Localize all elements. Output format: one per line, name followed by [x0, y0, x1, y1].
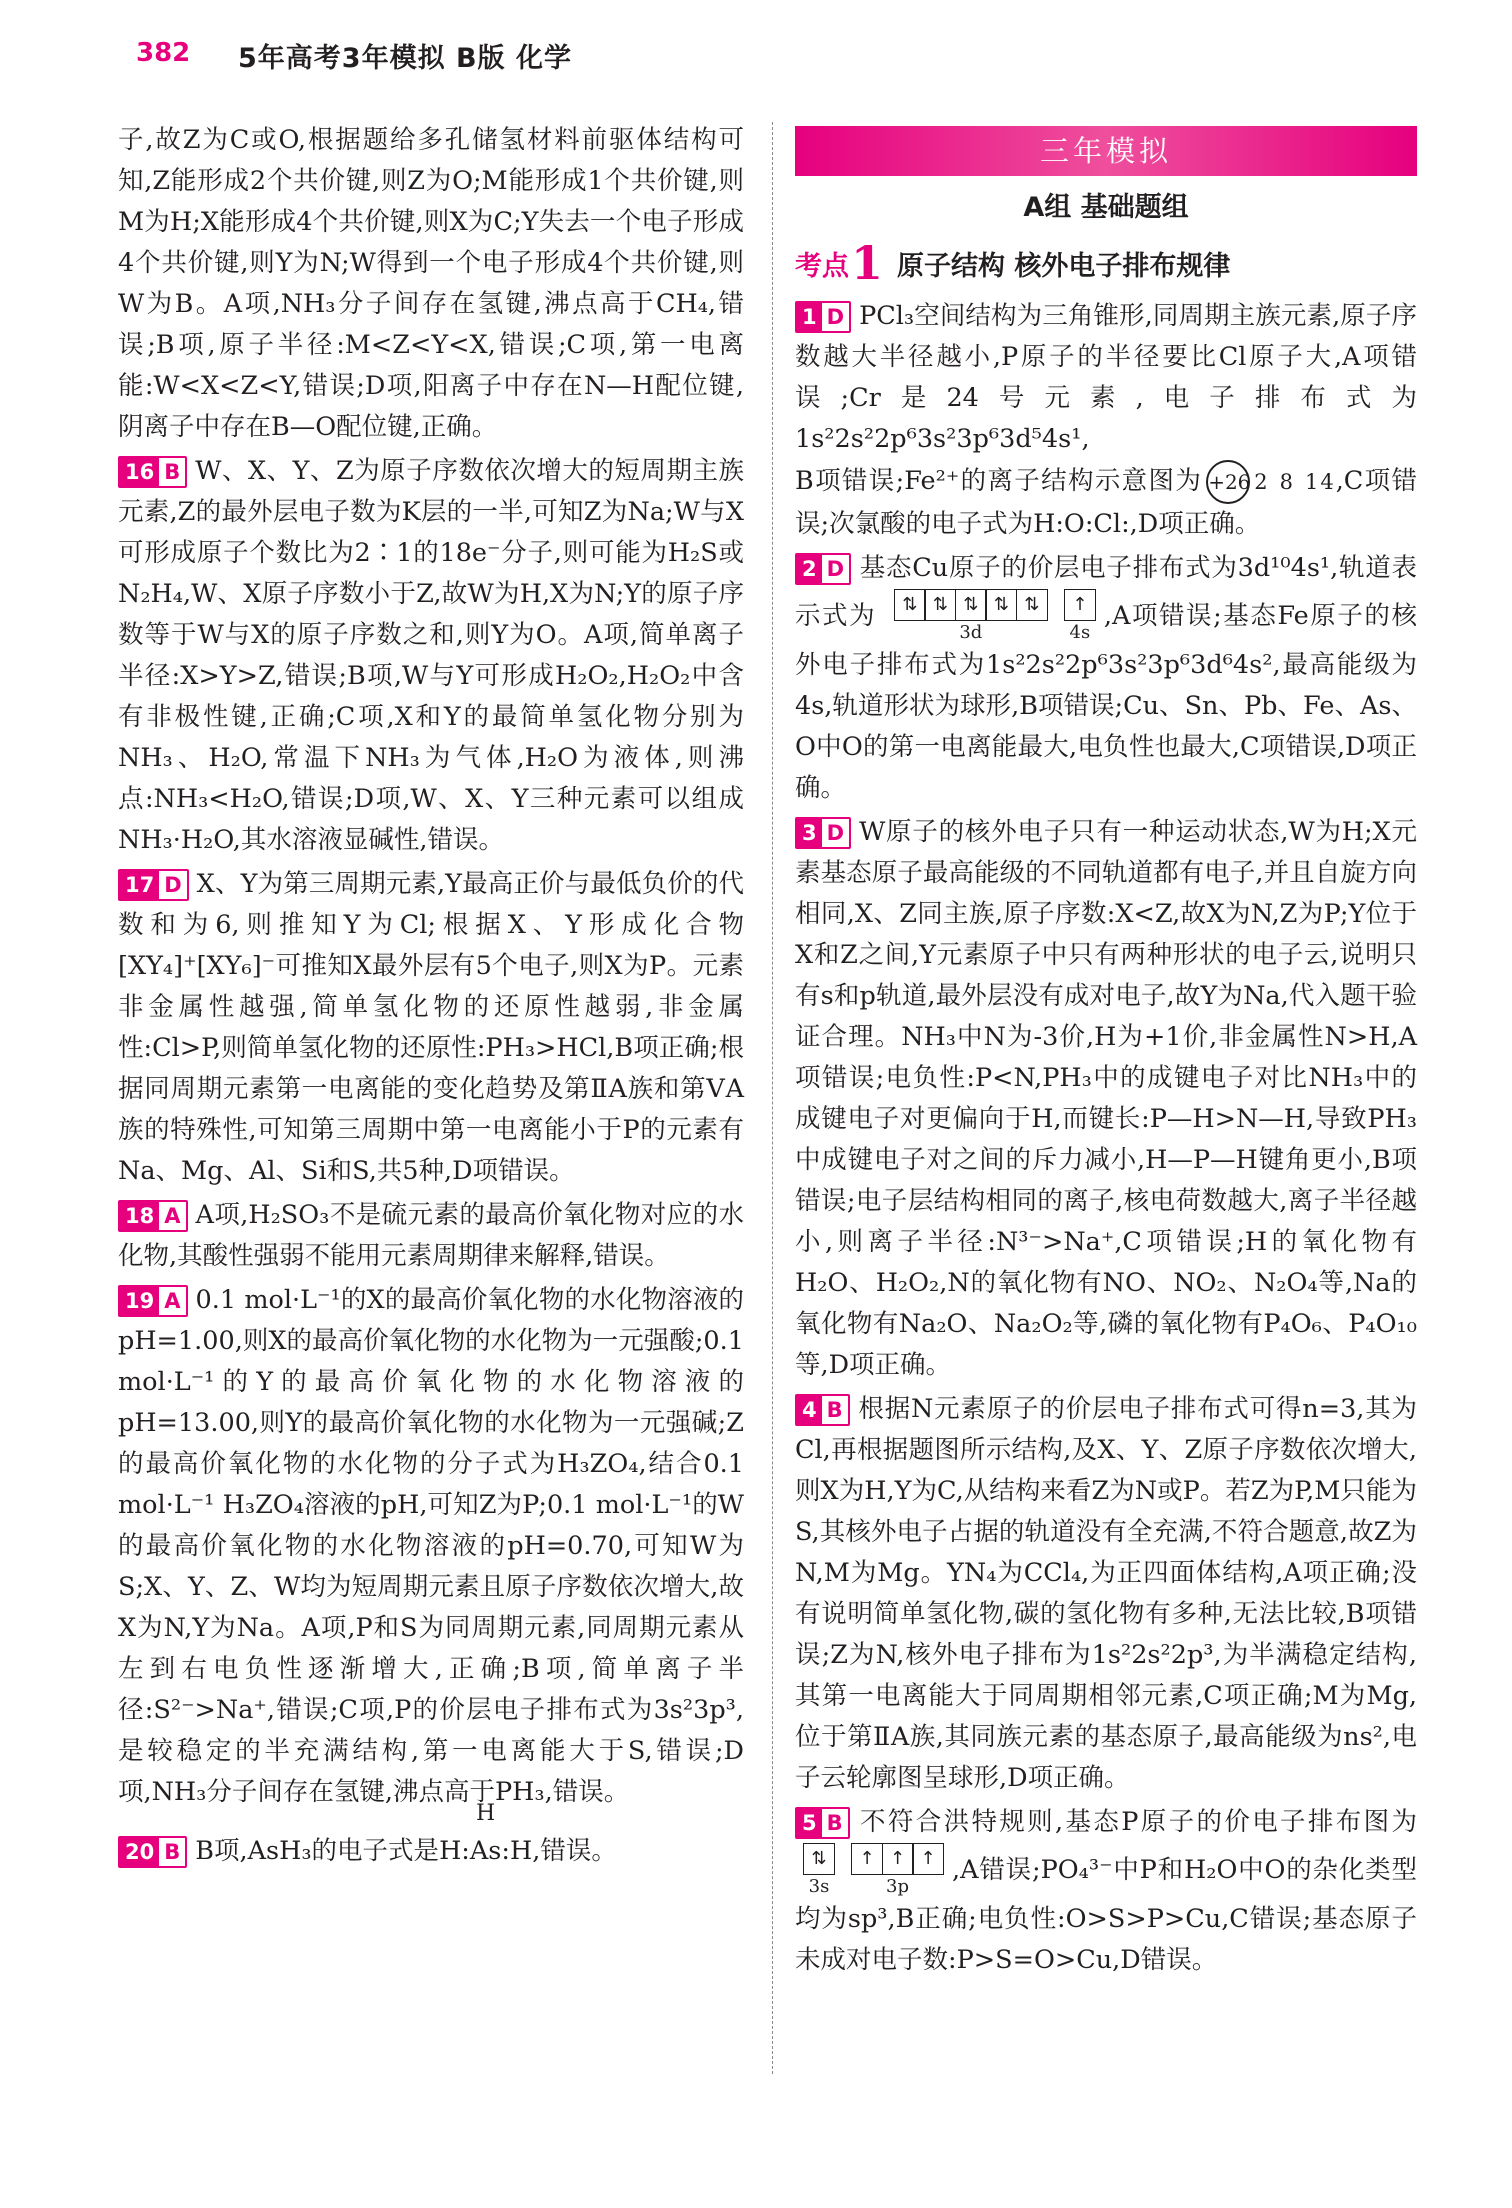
left-column	[118, 120, 744, 1875]
section-banner: 三年模拟	[795, 126, 1417, 176]
answer-4	[795, 1389, 1417, 1799]
answer-16	[118, 451, 744, 861]
answer-20: 20 B B项,AsH₃的电子式是 H H:As:H,错误。	[118, 1831, 744, 1872]
answer-2: 2 D 基态Cu原子的价层电子排布式为3d¹⁰4s¹,轨道表示式为 ⇅ ⇅ ⇅ ⇅ ⇅ 3d ↑ 4s ,A项错误;基态Fe原子的核外电子排布式为1s²2s²2p⁶3s²3p⁶3d⁶4s²,最高能级为4s,轨道形状为球形,B项错误;Cu、Sn、Pb、Fe、As、O中O的第一电离能最大,电负性也最大,C项错误,D项正确。	[795, 553, 1417, 803]
answer-tag: 20 B	[118, 1836, 187, 1868]
explanation-text: 根据N元素原子的价层电子排布式可得n=3,其为Cl,再根据题图所示结构,及X、Y、Z原子序数依次增大,则X为H,Y为C,从结构来看Z为N或P。若Z为P,M只能为S,其核外电子占据的轨道没有全充满,不符合题意,故Z为N,M为Mg。YN₄为CCl₄,为正四面体结构,A项正确;没有说明简单氢化物,碳的氢化物有多种,无法比较,B项错误;Z为N,核外电子排布为1s²2s²2p³,为半满稳定结构,其第一电离能大于同周期相邻元素,C项正确;M为Mg,位于第ⅡA族,其同族元素的基态原子,最高能级为ns²,电子云轮廓图呈球形,D项正确。	[795, 1394, 1417, 1793]
explanation-text: X、Y为第三周期元素,Y最高正价与最低负价的代数和为6,则推知Y为Cl;根据X、Y形成化合物[XY₄]⁺[XY₆]⁻可推知X最外层有5个电子,则X为P。元素非金属性越强,简单氢化物的还原性越弱,非金属性:Cl>P,则简单氢化物的还原性:PH₃>HCl,B项正确;根据同周期元素第一电离能的变化趋势及第ⅡA族和第ⅤA族的特殊性,可知第三周期中第一电离能小于P的元素有Na、Mg、Al、Si和S,共5种,D项错误。	[118, 869, 744, 1186]
continued-explanation: 子,故Z为C或O,根据题给多孔储氢材料前驱体结构可知,Z能形成2个共价键,则Z为O;M能形成1个共价键,则M为H;X能形成4个共价键,则X为C;Y失去一个电子形成4个共价键,则Y为N;W得到一个电子形成4个共价键,则W为B。A项,NH₃分子间存在氢键,沸点高于CH₄,错误;B项,原子半径:M<Z<Y<X,错误;C项,第一电离能:W<X<Z<Y,错误;D项,阳离子中存在N—H配位键,阴离子中存在B—O配位键,正确。	[118, 125, 744, 442]
electron-shells: 2 8 14	[1254, 470, 1336, 494]
answer-18	[118, 1195, 744, 1277]
explanation-text: W、X、Y、Z为原子序数依次增大的短周期主族元素,Z的最外层电子数为K层的一半,可知Z为Na;W与X可形成原子个数比为2∶1的18e⁻分子,则可能为H₂S或N₂H₄,W、X原子序数小于Z,故W为H,X为N;Y的原子序数等于W与X的原子序数之和,则Y为O。A项,简单离子半径:X>Y>Z,错误;B项,W与Y可形成H₂O₂,H₂O₂中含有非极性键,正确;C项,X和Y的最简单氢化物分别为NH₃、H₂O,常温下NH₃为气体,H₂O为液体,则沸点:NH₃<H₂O,错误;D项,W、X、Y三种元素可以组成NH₃·H₂O,其水溶液显碱性,错误。	[118, 456, 744, 855]
answer-3	[795, 812, 1417, 1386]
book-title: 5年高考3年模拟 B版 化学	[238, 43, 572, 74]
orbital-diagram-cu: ⇅ ⇅ ⇅ ⇅ ⇅ 3d ↑ 4s	[886, 589, 1104, 645]
nucleus-circle: +26	[1206, 460, 1250, 504]
page-header	[0, 0, 1512, 110]
column-divider	[772, 122, 773, 2074]
explanation-text: A项,H₂SO₃不是硫元素的最高价氧化物对应的水化物,其酸性强弱不能用元素周期律来解释,错误。	[118, 1200, 744, 1271]
answer-tag: 18 A	[118, 1200, 188, 1232]
answer-tag: 16 B	[118, 456, 187, 488]
answer-tag: 1 D	[795, 301, 851, 333]
explanation-text: 0.1 mol·L⁻¹的X的最高价氧化物的水化物溶液的pH=1.00,则X的最高价氧化物的水化物为一元强酸;0.1 mol·L⁻¹的Y的最高价氧化物的水化物溶液的pH=13.00,则Y的最高价氧化物的水化物为一元强碱;Z的最高价氧化物的水化物的分子式为H₃ZO₄,结合0.1 mol·L⁻¹ H₃ZO₄溶液的pH,可知Z为P;0.1 mol·L⁻¹的W的最高价氧化物的水化物溶液的pH=0.70,可知W为S;X、Y、Z、W均为短周期元素且原子序数依次增大,故X为N,Y为Na。A项,P和S为同周期元素,同周期元素从左到右电负性逐渐增大,正确;B项,简单离子半径:S²⁻>Na⁺,错误;C项,P的价层电子排布式为3s²3p³,是较稳定的半充满结构,第一电离能大于S,错误;D项,NH₃分子间存在氢键,沸点高于PH₃,错误。	[118, 1285, 744, 1807]
answer-tag: 19 A	[118, 1285, 188, 1317]
page-number: 382	[136, 38, 191, 68]
answer-5: 5 B 不符合洪特规则,基态P原子的价电子排布图为 ⇅ 3s ↑ ↑ ↑ 3p ,A错误;PO₄³⁻中P和H₂O中O的杂化类型均为sp³,B正确;电负性:O>S>P>Cu,C错误;基态原子未成对电子数:P>S=O>Cu,D错误。	[795, 1807, 1417, 1975]
answer-19	[118, 1280, 744, 1813]
group-title: A组 基础题组	[1023, 192, 1189, 223]
explanation-text: B项,AsH₃的电子式是	[195, 1836, 440, 1866]
answer-tag: 2 D	[795, 553, 851, 585]
answer-tag: 4 B	[795, 1394, 850, 1426]
answer-1: 1 D PCl₃空间结构为三角锥形,同周期主族元素,原子序数越大半径越小,P原子的半径要比Cl原子大,A项错误;Cr是24号元素,电子排布式为1s²2s²2p⁶3s²3p⁶3d⁵4s¹, B项错误;Fe²⁺的离子结构示意图为 +26 2 8 14,C项错误;次氯酸的电子式为H:O:Cl:,D项正确。	[795, 301, 1417, 539]
orbital-diagram-p: ⇅ 3s ↑ ↑ ↑ 3p	[795, 1843, 952, 1899]
answer-tag: 3 D	[795, 817, 851, 849]
right-column	[795, 120, 1417, 1984]
knowledge-point-heading: 考点1 原子结构 核外电子排布规律	[795, 236, 1231, 290]
answer-tag: 17 D	[118, 869, 189, 901]
electron-dot-formula: H H:As:H	[439, 1801, 533, 1866]
answer-17	[118, 864, 744, 1192]
explanation-text: W原子的核外电子只有一种运动状态,W为H;X元素基态原子最高能级的不同轨道都有电子,并且自旋方向相同,X、Z同主族,原子序数:X<Z,故X为N,Z为P;Y位于X和Z之间,Y元素原子中只有两种形状的电子云,说明只有s和p轨道,最外层没有成对电子,故Y为Na,代入题干验证合理。NH₃中N为-3价,H为+1价,非金属性N>H,A项错误;电负性:P<N,PH₃中的成键电子对比NH₃中的成键电子对更偏向于H,而键长:P—H>N—H,导致PH₃中成键电子对之间的斥力减小,H—P—H键角更小,B项错误;电子层结构相同的离子,核电荷数越大,离子半径越小,则离子半径:N³⁻>Na⁺,C项错误;H的氧化物有H₂O、H₂O₂,N的氧化物有NO、NO₂、N₂O₄等,Na的氧化物有Na₂O、Na₂O₂等,磷的氧化物有P₄O₆、P₄O₁₀等,D项正确。	[795, 817, 1417, 1380]
answer-tag: 5 B	[795, 1807, 850, 1839]
